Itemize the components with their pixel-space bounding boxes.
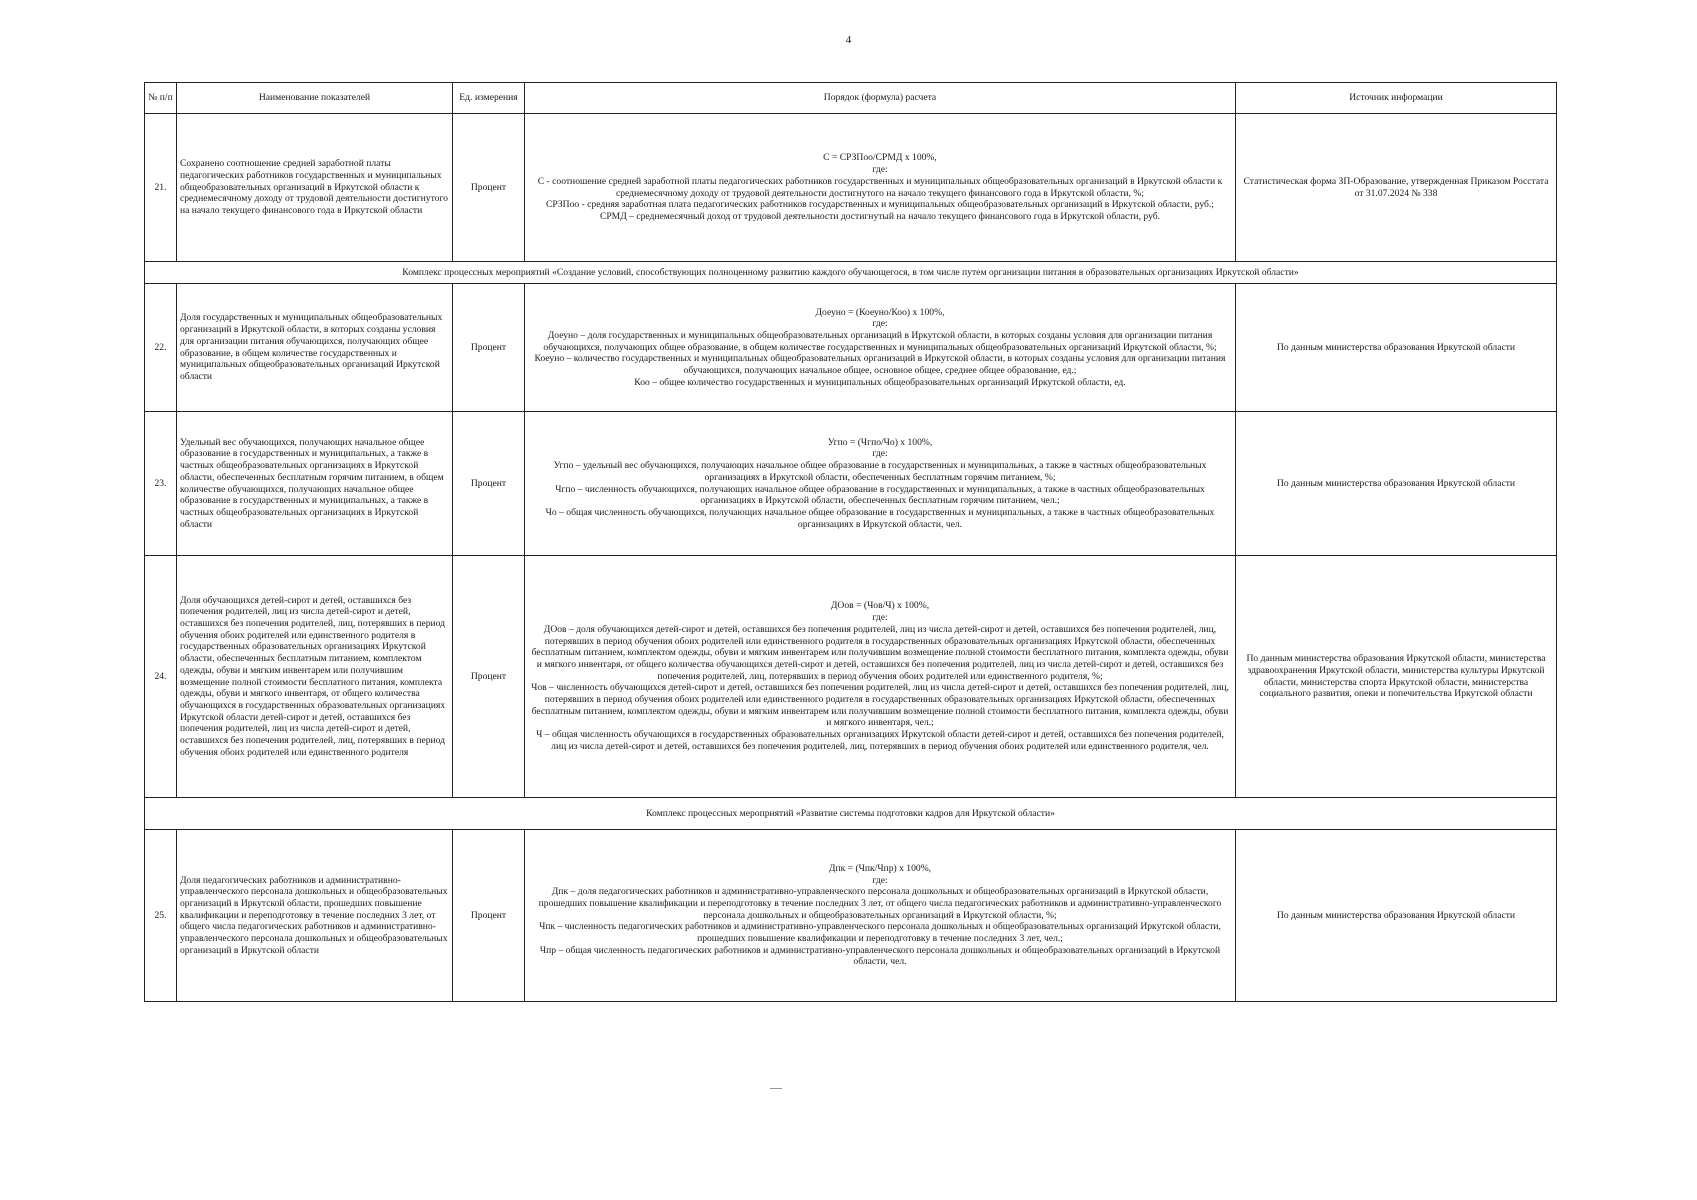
- indicator-formula: [525, 556, 1236, 798]
- section-row: [145, 262, 1557, 284]
- row-number: 21.: [145, 114, 177, 262]
- header-num: № п/п: [145, 83, 177, 114]
- formula-definition: Коеуно – количество государственных и муниципальных общеобразовательных организаций в Иркутской области, в которых созданы условия для организации питания обучающихся, получающих начальное общее, основное общее, среднее общее образование, ед.;: [534, 353, 1226, 377]
- formula-expression: Угпо = (Чгпо/Чо) х 100%,: [827, 436, 933, 448]
- section-title: Комплекс процессных мероприятий «Развитие системы подготовки кадров для Иркутской области»: [145, 798, 1557, 830]
- formula-where: где:: [872, 448, 888, 460]
- header-name: Наименование показателей: [177, 83, 453, 114]
- formula-definition: Угпо – удельный вес обучающихся, получающих начальное общее образование в государственных и муниципальных, а также в частных общеобразовательных организациях в Иркутской области, обеспеченных бесплатным горячим питанием, %;: [553, 460, 1207, 483]
- indicator-unit: Процент: [453, 114, 525, 262]
- table-header-row: [145, 83, 1557, 114]
- header-source: Источник информации: [1236, 83, 1557, 114]
- formula-definition: Дпк – доля педагогических работников и административно-управленческого персонала дошкольных и общеобразовательных организаций в Иркутской области, прошедших повышение квалификации и переподготовку в течение последних 3 лет, от общего числа педагогических работников и административно-управленческого персонала дошкольных и общеобразовательных организаций в Иркутской области, %;: [538, 886, 1222, 921]
- formula-definition: ДОов – доля обучающихся детей-сирот и детей, оставшихся без попечения родителей, лиц из числа детей-сирот и детей, оставшихся без попечения родителей, лиц, потерявших в период обучения обоих родителей или единственного родителя в государственных образовательных организациях Иркутской области, обеспеченных бесплатным питанием, комплектом одежды, обуви и мягким инвентарем или получившим возмещение полной стоимости бесплатного питания, комплекта одежды, обуви и мягкого инвентаря, от общего количества обучающихся детей-сирот и детей, оставшихся без попечения родителей, лиц из числа детей-сирот и детей, оставшихся без попечения родителей, лиц, потерявших в период обучения обоих родителей или единственного родителя, %;: [531, 623, 1229, 682]
- section-row: [145, 798, 1557, 830]
- formula-definition: С - соотношение средней заработной платы педагогических работников государственных и муниципальных общеобразовательных организаций в Иркутской области к среднемесячному доходу от трудовой деятельности достигнутого на начало текущего финансового года в Иркутской области, %;: [537, 175, 1223, 199]
- formula-definition: СРМД – среднемесячный доход от трудовой деятельности достигнутый на начало текущего финансового года в Иркутской области, руб.: [599, 210, 1161, 222]
- indicator-unit: Процент: [453, 412, 525, 556]
- indicator-name: Сохранено соотношение средней заработной платы педагогических работников государственных и муниципальных общеобразовательных организаций в Иркутской области к среднемесячному доходу от трудовой деятельности достигнутого на начало текущего финансового года в Иркутской области: [177, 114, 453, 262]
- formula-where: где:: [872, 164, 888, 176]
- formula-where: где:: [872, 612, 888, 624]
- scan-mark: [770, 1088, 782, 1089]
- indicator-source: Статистическая форма ЗП-Образование, утвержденная Приказом Росстата от 31.07.2024 № 338: [1236, 114, 1557, 262]
- formula-definition: Чпк – численность педагогических работников и административно-управленческого персонала дошкольных и общеобразовательных организаций Иркутской области, прошедших повышение квалификации и переподготовку в течение последних 3 лет, чел.;: [539, 921, 1221, 945]
- formula-expression: Дпк = (Чпк/Чпр) х 100%,: [828, 862, 932, 874]
- indicator-formula: [525, 412, 1236, 556]
- indicator-source: По данным министерства образования Иркутской области, министерства здравоохранения Иркутской области, министерства культуры Иркутской области, министерства спорта Иркутской области, министерства социального развития, опеки и попечительства Иркутской области: [1236, 556, 1557, 798]
- indicator-unit: Процент: [453, 556, 525, 798]
- indicators-table: [144, 82, 1557, 1002]
- table-row: [145, 412, 1557, 556]
- indicator-name: Доля педагогических работников и административно-управленческого персонала дошкольных и общеобразовательных организаций в Иркутской области, прошедших повышение квалификации и переподготовку в течение последних 3 лет, от общего числа педагогических работников и административно- управленческого персонала дошкольных и общеобразовательных организаций в Иркутской области: [177, 830, 453, 1002]
- table-row: [145, 114, 1557, 262]
- formula-expression: С = СРЗПоо/СРМД х 100%,: [823, 152, 937, 164]
- formula-expression: Доеуно = (Коеуно/Коо) х 100%,: [815, 306, 945, 318]
- row-number: 23.: [145, 412, 177, 556]
- formula-definition: СРЗПоо - средняя заработная плата педагогических работников государственных и муниципальных общеобразовательных организаций в Иркутской области, руб.;: [546, 199, 1214, 211]
- table-row: [145, 556, 1557, 798]
- formula-definition: Коо – общее количество государственных и муниципальных общеобразовательных организаций Иркутской области, ед.: [634, 376, 1126, 388]
- formula-definition: Чгпо – численность обучающихся, получающих начальное общее образование в государственных и муниципальных, а также в частных общеобразовательных организациях в Иркутской области, обеспеченных бесплатным горячим питанием, чел.;: [555, 483, 1205, 507]
- formula-where: где:: [872, 318, 888, 330]
- indicator-formula: [525, 830, 1236, 1002]
- indicator-formula: [525, 284, 1236, 412]
- formula-expression: ДОов = (Чов/Ч) х 100%,: [830, 600, 930, 612]
- header-unit: Ед. измерения: [453, 83, 525, 114]
- formula-definition: Чпр – общая численность педагогических работников и административно-управленческого персонала дошкольных и общеобразовательных организаций в Иркутской области, чел.: [539, 944, 1221, 968]
- indicator-name: Доля обучающихся детей-сирот и детей, оставшихся без попечения родителей, лиц из числа детей-сирот и детей, оставшихся без попечения родителей, лиц, потерявших в период обучения обоих родителей или единственного родителя в государственных образовательных организациях Иркутской области, обеспеченных бесплатным питанием, комплектом одежды, обуви и мягким инвентарем или получившим возмещение полной стоимости бесплатного питания, комплекта одежды, обуви и мягкого инвентаря, от общего количества обучающихся в государственных образовательных организациях Иркутской области детей-сирот и детей, оставшихся без попечения родителей, лиц из числа детей-сирот и детей, оставшихся без попечения родителей, лиц, потерявших в период обучения обоих родителей или единственного родителя: [177, 556, 453, 798]
- row-number: 25.: [145, 830, 177, 1002]
- table-row: [145, 284, 1557, 412]
- formula-definition: Чов – численность обучающихся детей-сирот и детей, оставшихся без попечения родителей, лиц из числа детей-сирот и детей, оставшихся без попечения родителей, лиц, потерявших в период обучения обоих родителей или единственного родителя в государственных образовательных организациях Иркутской области, обеспеченных бесплатным питанием, комплектом одежды, обуви и мягким инвентарем или получившим возмещение полной стоимости бесплатного питания, комплекта одежды, обуви и мягкого инвентаря, чел.;: [531, 682, 1229, 729]
- header-formula: Порядок (формула) расчета: [525, 83, 1236, 114]
- formula-where: где:: [872, 874, 888, 886]
- indicator-unit: Процент: [453, 830, 525, 1002]
- indicator-unit: Процент: [453, 284, 525, 412]
- table-row: [145, 830, 1557, 1002]
- formula-definition: Доеуно – доля государственных и муниципальных общеобразовательных организаций в Иркутской области, в которых созданы условия для организации питания обучающихся, получающих общее образование, в общем количестве государственных и муниципальных общеобразовательных организаций Иркутской области, %;: [543, 329, 1217, 353]
- indicator-formula: [525, 114, 1236, 262]
- formula-definition: Ч – общая численность обучающихся в государственных образовательных организациях Иркутской области детей-сирот и детей, оставшихся без попечения родителей, лиц из числа детей-сирот и детей, оставшихся без попечения родителей, лиц, потерявших в период обучения обоих родителей или единственного родителя, чел.: [536, 729, 1224, 752]
- section-title: Комплекс процессных мероприятий «Создание условий, способствующих полноценному развитию каждого обучающегося, в том числе путем организации питания в образовательных организациях Иркутской области»: [145, 262, 1557, 284]
- indicator-name: Доля государственных и муниципальных общеобразовательных организаций в Иркутской области, в которых созданы условия для организации питания обучающихся, получающих общее образование, в общем количестве государственных и муниципальных общеобразовательных организаций Иркутской области: [177, 284, 453, 412]
- formula-definition: Чо – общая численность обучающихся, получающих начальное общее образование в государственных и муниципальных, а также в частных общеобразовательных организациях в Иркутской области, чел.: [545, 506, 1215, 530]
- indicator-source: По данным министерства образования Иркутской области: [1236, 830, 1557, 1002]
- indicator-source: По данным министерства образования Иркутской области: [1236, 412, 1557, 556]
- row-number: 22.: [145, 284, 177, 412]
- row-number: 24.: [145, 556, 177, 798]
- indicator-name: Удельный вес обучающихся, получающих начальное общее образование в государственных и муниципальных, а также в частных общеобразовательных организациях в Иркутской области, обеспеченных бесплатным горячим питанием, в общем количестве обучающихся, получающих начальное общее образование в государственных и муниципальных, а также в частных общеобразовательных организациях в Иркутской области: [177, 412, 453, 556]
- indicator-source: По данным министерства образования Иркутской области: [1236, 284, 1557, 412]
- page-number: 4: [845, 34, 852, 46]
